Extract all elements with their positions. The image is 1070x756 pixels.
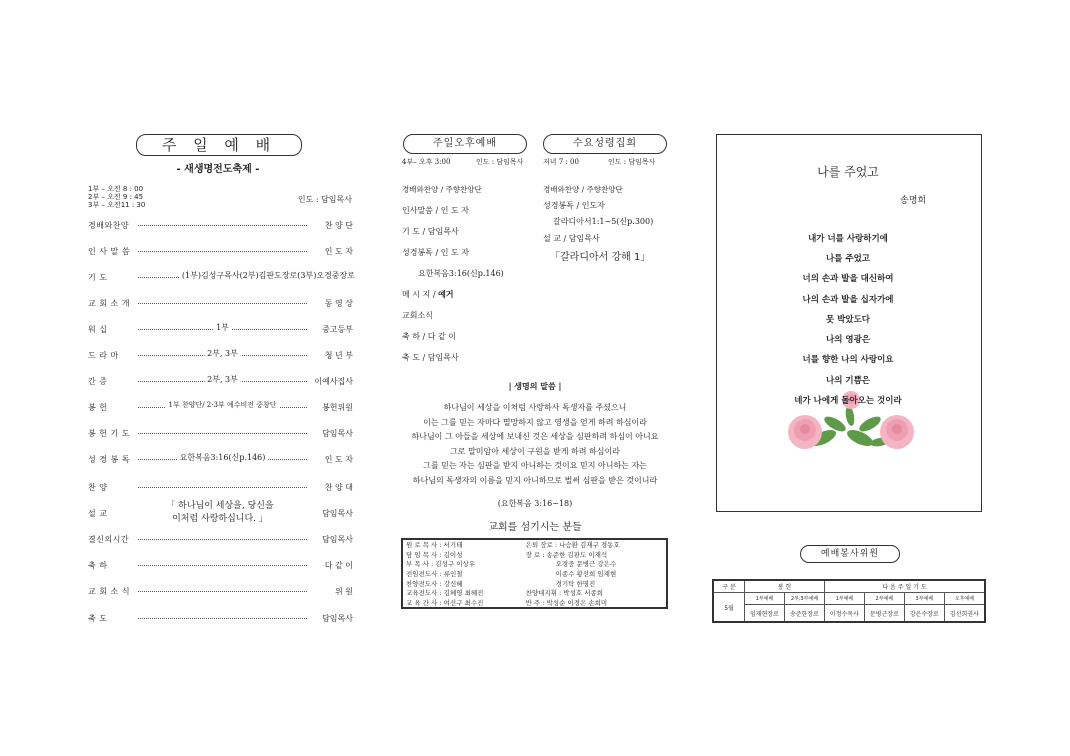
roses-illustration [775,380,925,460]
order-value: 봉헌위원 [322,402,353,412]
service-name-cell: 송준한장로 [784,605,824,623]
order-label: 간 증 [88,376,108,386]
dotted-leader [138,401,307,409]
staff-cell: 원 로 목 사 : 서기태 [406,541,463,550]
service-name-cell: 문병근장로 [864,605,904,623]
poem-line: 나의 손과 발을 십자가에 [802,295,894,305]
service-header-cell: 다 음 주 일 기 도 [824,580,985,593]
wednesday-title: 수요성령집회 [543,134,667,154]
order-label: 워 십 [88,324,108,334]
order-value: 청 년 부 [324,350,353,360]
staff-cell: 부 목 사 : 김성구 이상우 [406,560,476,569]
poem-author: 송명희 [900,196,927,206]
order-label: 드 라 마 [88,350,119,360]
staff-cell: 교 육 간 사 : 여선구 최수진 [406,598,484,607]
dotted-leader [138,224,307,226]
service-header-cell: 봉 헌 [745,580,825,593]
order-value: 찬 양 대 [324,482,353,492]
service-subheader-cell: 2부예배 [864,593,904,605]
staff-cell: 찬양전도사 : 강신혜 [406,579,463,588]
staff-title: 교회를 섬기시는 분들 [488,522,582,533]
afternoon-item: 축 하 / 다 같 이 [402,332,457,341]
order-value: 찬 양 단 [324,220,353,230]
order-value: 담임목사 [322,534,353,544]
staff-row [402,578,667,588]
poem-line: 너를 향한 나의 사랑이요 [802,355,894,365]
staff-row [402,569,667,579]
poem-line: 네가 나에게 돌아오는 것이라 [794,396,902,406]
order-label: 교 회 소 식 [88,586,131,596]
order-value: 동 영 상 [324,298,353,308]
staff-row [402,588,667,598]
order-detail: 1부 [213,322,232,333]
poem-line: 나를 주었고 [825,254,870,264]
staff-cell: 전임전도사 : 류인철 [406,570,463,579]
verse-line: 하나님이 그 아들을 세상에 보내신 것은 세상을 심판하려 하심이 아니요 [411,432,659,441]
staff-cell: 담 임 목 사 : 김이성 [406,550,463,559]
rose-icon [788,415,822,449]
order-value: 인 도 자 [324,246,353,256]
staff-row [402,559,667,569]
verse-line: 그를 믿는 자는 심판을 받지 아니하는 것이요 믿지 아니하는 자는 [423,461,647,470]
order-label: 봉 헌 기 도 [88,428,131,438]
order-label: 설 교 [88,508,108,518]
order-value: 담임목사 [322,613,353,623]
order-value: 이예사집사 [314,376,353,386]
order-detail: (1부)김성구목사(2부)김판도장로(3부)오경중장로 [179,270,355,281]
afternoon-item: 교회소식 [402,311,433,320]
afternoon-message: 예거 [438,289,454,299]
order-row [88,558,353,572]
order-row [88,480,353,494]
wednesday-sermon: 「갈라디아서 강해 1」 [550,252,651,263]
service-name-cell: 임재현장로 [745,605,785,623]
service-subheader-cell: 2부,3부예배 [784,593,824,605]
afternoon-item: 기 도 / 담임목사 [402,227,459,236]
service-subheader-cell: 1부예배 [745,593,785,605]
order-row [88,244,353,258]
time-2: 2부 – 오전 9 : 45 [88,193,144,201]
staff-cell: 은퇴 장로 : 나승환 김재구 경동호 [525,541,620,550]
service-times [88,185,145,209]
afternoon-item: 축 도 / 담임목사 [402,353,459,362]
service-month: 5월 [713,593,745,623]
poem-line: 너의 손과 발을 대신하여 [802,274,894,284]
service-names-row [713,605,985,623]
order-row [88,611,353,625]
staff-row [402,539,667,550]
verse-heading: | 생명의 말씀 | [508,381,562,391]
order-row [88,218,353,232]
sermon-title [150,500,290,526]
worship-leader: 인도 : 담임목사 [297,195,352,204]
dotted-leader [138,302,307,304]
order-detail: 2부, 3부 [204,348,241,359]
order-row [88,584,353,598]
staff-cell: 이종수 황선희 임재현 [555,570,617,579]
afternoon-message-label: 메 시 지 / [402,290,436,299]
dotted-leader [138,271,355,280]
service-subheader-row [713,593,985,605]
order-label: 인 사 말 씀 [88,246,131,256]
order-value: 위 원 [335,586,353,596]
order-row [88,270,353,284]
verse-line: 하나님의 독생자의 이름을 믿지 아니하므로 벌써 심판을 받은 것이니라 [412,475,658,485]
staff-cell: 교육전도사 : 김혜영 최혜진 [406,589,484,598]
staff-cell: 경기탁 한명진 [555,579,596,588]
dotted-leader [138,432,307,434]
service-subheader-cell: 1부예배 [824,593,864,605]
poem-line: 못 박았도다 [825,315,870,325]
order-detail: 1부 찬양단/ 2·3부 예수비전 중창단 [166,400,280,410]
afternoon-leader: 인도 : 담임목사 [476,158,524,166]
wednesday-item: 경배와찬양 / 주향찬양단 [543,185,623,194]
verse-line: 하나님이 세상을 이처럼 사랑하사 독생자를 주셨으니 [443,403,627,412]
sermon-line-1: 「 하나님이 세상을, 당신을 [166,501,274,511]
service-name-cell: 김선희권사 [944,605,985,623]
staff-cell: 반 주 : 박성순 이경은 손희미 [525,598,608,607]
dotted-leader [138,486,307,488]
wednesday-item: 갈라디아서1:1~5(신p.300) [553,217,654,226]
afternoon-time: 4부– 오후 3:00 [402,158,451,166]
service-subheader-cell: 3부예배 [904,593,944,605]
verse-line: 그로 말미암아 세상이 구원을 받게 하려 하심이라 [450,446,620,456]
order-label: 축 도 [88,613,108,623]
staff-cell: 장 로 : 송준한 김판도 이재석 [525,550,608,559]
wednesday-item: 설 교 / 담임목사 [543,234,600,243]
poem-title: 나를 주었고 [817,165,879,179]
order-value: 인 도 자 [324,454,353,464]
poem-line: 나의 영광은 [825,335,870,345]
sermon-line-2: 이처럼 사랑하십니다. 」 [172,514,268,524]
order-label: 봉 헌 [88,402,108,412]
dotted-leader [138,349,307,358]
afternoon-title: 주일오후예배 [403,134,527,154]
order-row [88,322,353,336]
service-name-cell: 강은수장로 [904,605,944,623]
order-label: 교 회 소 개 [88,298,131,308]
order-detail: 2부, 3부 [204,374,241,385]
staff-row [402,550,667,560]
wednesday-time: 저녁 7 : 00 [543,158,579,166]
staff-row [402,598,667,609]
afternoon-item: 성경봉독 / 인 도 자 [402,248,469,257]
dotted-leader [138,564,307,566]
order-label: 성 경 봉 독 [88,454,131,464]
wednesday-item: 성경봉독 / 인도자 [543,201,605,210]
order-row [88,452,353,466]
staff-table [401,538,668,609]
staff-cell: 찬양대지휘 : 박성호 서종희 [525,589,604,598]
afternoon-item: 인사말씀 / 인 도 자 [402,206,469,215]
dotted-leader [138,453,307,462]
order-label: 기 도 [88,272,108,282]
time-1: 1부 – 오전 8 : 00 [88,185,144,193]
dotted-leader [138,617,307,619]
order-value: 중고등부 [322,324,353,334]
order-row [88,348,353,362]
order-label: 축 하 [88,560,108,570]
dotted-leader [138,590,307,592]
poem-line: 나의 기쁨은 [825,376,870,386]
worship-subtitle: - 새생명전도축제 - [176,164,260,175]
service-name-cell: 이정수목사 [824,605,864,623]
order-row [88,400,353,414]
poem-line: 내가 너를 사랑하기에 [808,234,888,244]
order-value: 담임목사 [322,508,353,518]
afternoon-item: 요한복음3:16(신p.146) [418,269,504,278]
service-subheader-cell: 오후예배 [944,593,985,605]
dotted-leader [138,250,307,252]
service-table [712,579,986,623]
verse-body [400,401,670,488]
rose-icon [880,415,914,449]
worship-title: 주 일 예 배 [136,134,302,156]
order-label: 결신의시간 [88,534,130,544]
order-row [88,532,353,546]
order-value: 다 같 이 [324,560,353,570]
service-header-row [713,580,985,593]
dotted-leader [138,323,307,332]
time-3: 3부 – 오전11 : 30 [88,201,146,209]
verse-line: 이는 그를 믿는 자마다 멸망하지 않고 영생을 얻게 하려 하심이라 [423,417,647,427]
service-committee-title: 예배봉사위원 [800,545,900,563]
wednesday-leader: 인도 : 담임목사 [608,158,656,166]
service-header-cell: 구 분 [713,580,745,593]
order-value: 담임목사 [322,428,353,438]
afternoon-item [402,289,454,300]
dotted-leader [138,538,307,540]
order-label: 찬 양 [88,482,108,492]
verse-reference: (요한복음 3:16~18) [497,499,573,508]
order-row [88,374,353,388]
order-detail: 요한복음3:16(신p.146) [177,452,269,463]
afternoon-item: 경배와찬양 / 주향찬양단 [402,185,482,194]
order-row [88,296,353,310]
order-label: 경배와찬양 [88,220,130,230]
order-row [88,426,353,440]
dotted-leader [138,375,307,384]
staff-cell: 오경중 문병근 강은수 [555,560,617,569]
